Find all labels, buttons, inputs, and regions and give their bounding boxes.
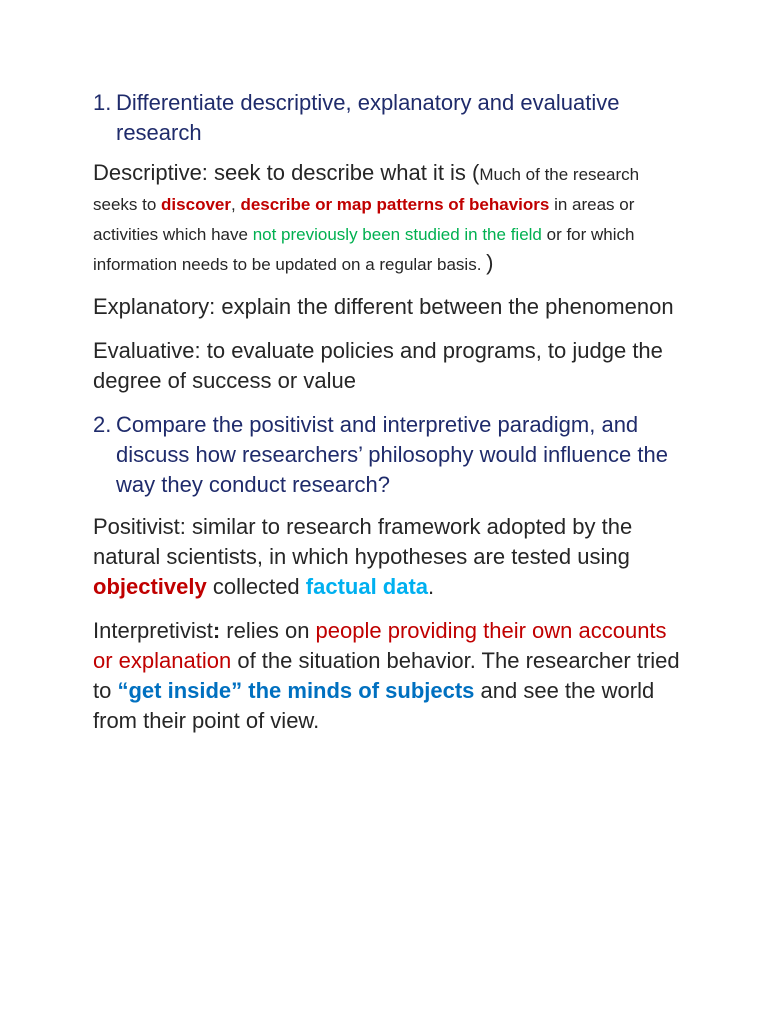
interpretivist-text-1: relies on — [220, 618, 316, 643]
get-inside-highlight: “get inside” the minds of subjects — [117, 678, 475, 703]
interpretivist-label: Interpretivist — [93, 618, 213, 643]
positivist-paragraph — [93, 512, 680, 602]
descriptive-comma: , — [230, 195, 241, 214]
evaluative-paragraph: Evaluative: to evaluate policies and programs, to judge the degree of success or value — [93, 338, 663, 393]
descriptive-text-2: in areas or activities which have — [93, 195, 635, 244]
descriptive-text-1: Much of the research seeks to — [93, 165, 640, 214]
question-1-text: Differentiate descriptive, explanatory and evaluative research — [116, 90, 620, 145]
question-2-number: 2. — [93, 412, 112, 437]
question-1-number: 1. — [93, 90, 112, 115]
not-studied-highlight: not previously been studied in the field — [252, 225, 542, 244]
interpretivist-text-3: and see the world from their point of view. — [93, 678, 655, 733]
positivist-text-3: . — [428, 574, 435, 599]
question-2-text: Compare the positivist and interpretive paradigm, and discuss how researchers’ philosophy would influence the way they conduct research? — [116, 412, 668, 497]
descriptive-text-3: or for which information needs to be updated on a regular basis. — [93, 225, 635, 274]
question-1 — [93, 88, 680, 148]
descriptive-close-paren: ) — [486, 250, 494, 275]
positivist-text-2: collected — [206, 574, 306, 599]
descriptive-lead: Descriptive: seek to describe what it is ( — [93, 160, 480, 185]
interpretivist-text-2: of the situation behavior. The researcher tried to — [93, 648, 680, 703]
describe-patterns-highlight: describe or map patterns of behaviors — [240, 195, 550, 214]
factual-data-highlight: factual data — [305, 574, 429, 599]
objectively-highlight: objectively — [93, 574, 207, 599]
positivist-text-1: Positivist: similar to research framework adopted by the natural scientists, in which hypotheses are tested using — [93, 514, 633, 569]
descriptive-paragraph — [93, 158, 680, 278]
people-accounts-highlight: people providing their own accounts or explanation — [93, 618, 667, 673]
interpretivist-paragraph — [93, 616, 680, 736]
discover-highlight: discover — [161, 195, 231, 214]
explanatory-paragraph: Explanatory: explain the different between the phenomenon — [93, 294, 674, 319]
question-2 — [93, 410, 680, 500]
interpretivist-colon: : — [212, 618, 221, 643]
